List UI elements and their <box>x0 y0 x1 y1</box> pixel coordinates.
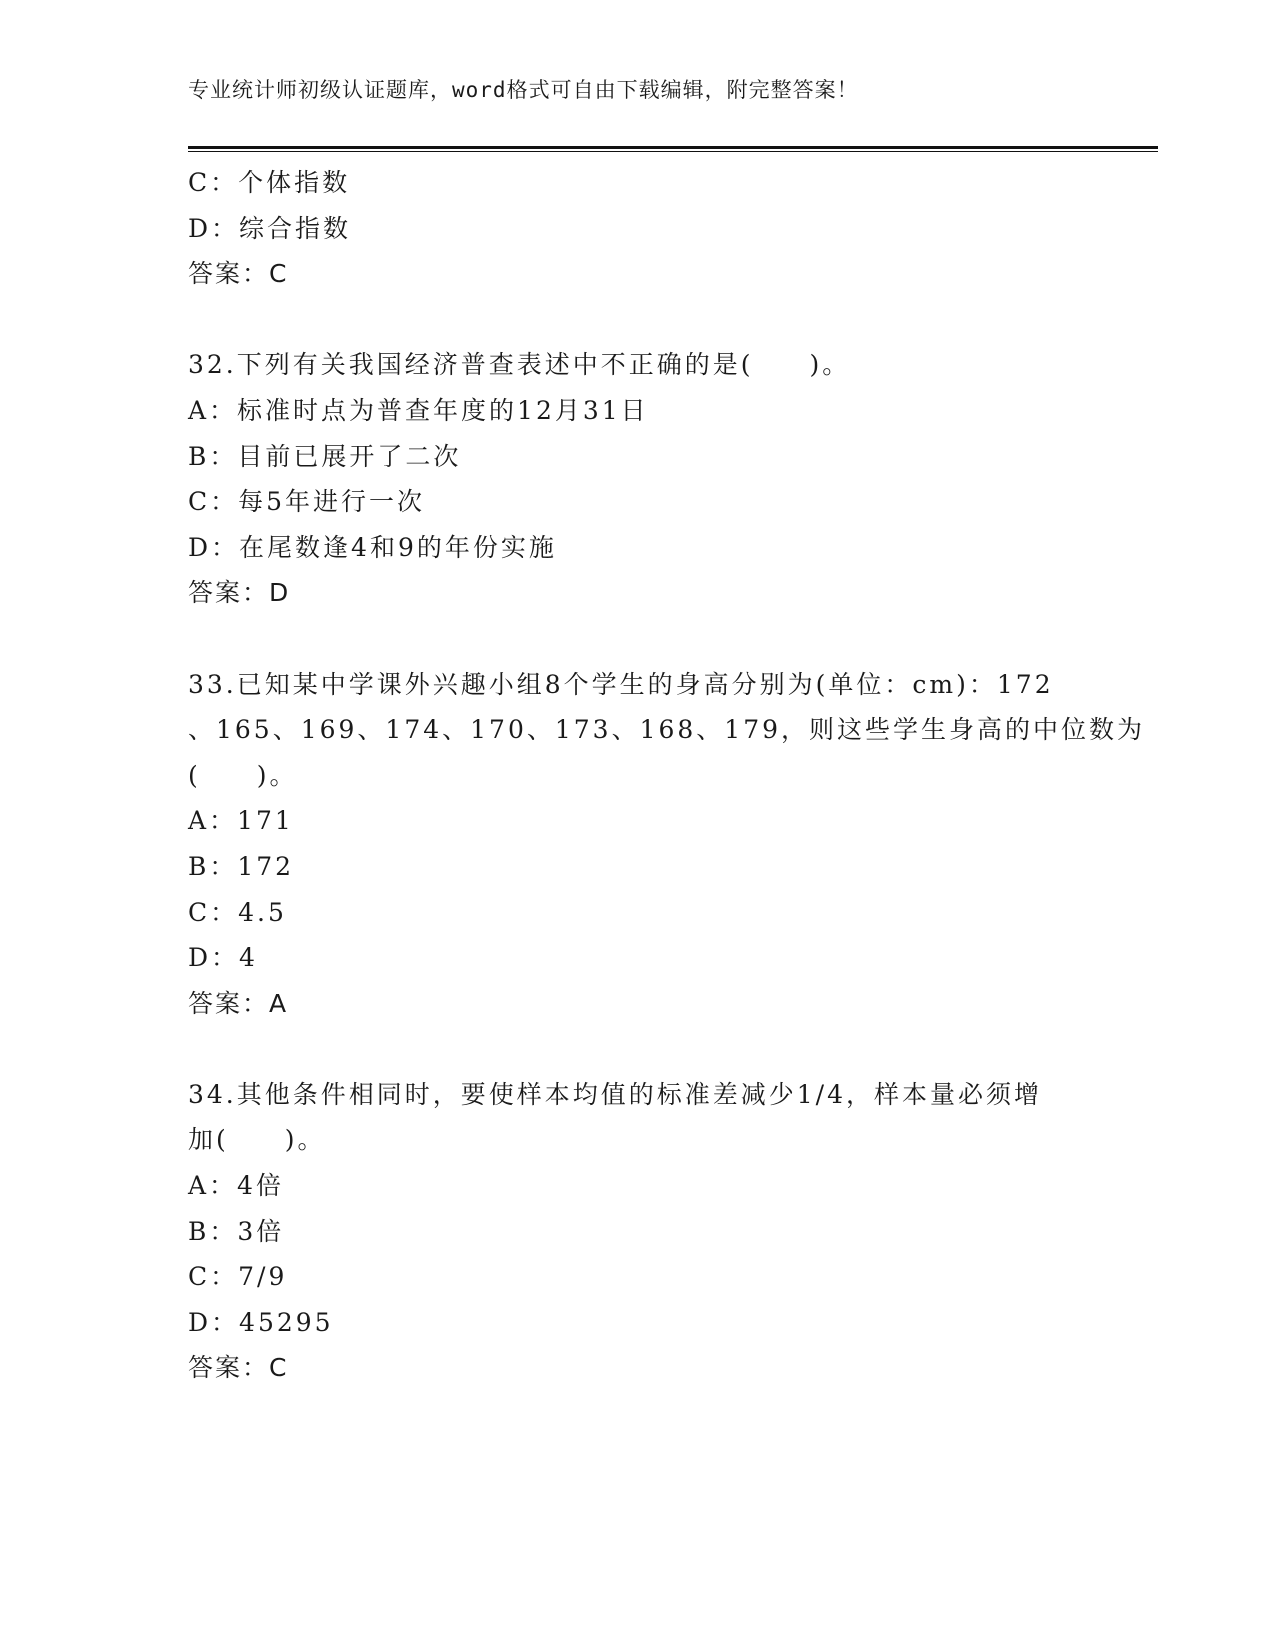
answer-line: 答案：A <box>188 988 289 1018</box>
question-text-line-1: 33.已知某中学课外兴趣小组8个学生的身高分别为(单位：cm)：172 <box>188 669 1054 699</box>
spacer <box>188 297 1088 343</box>
option-c: C：每5年进行一次 <box>188 487 426 517</box>
option-b: B：172 <box>188 851 295 881</box>
question-block-32 <box>188 342 1088 616</box>
option-a: A：4倍 <box>188 1171 284 1201</box>
option-b: B：3倍 <box>188 1216 285 1246</box>
option-d: D：在尾数逢4和9的年份实施 <box>188 532 557 562</box>
option-c: C：4.5 <box>188 897 287 927</box>
question-text: 32.下列有关我国经济普查表述中不正确的是( )。 <box>188 350 851 380</box>
answer-line: 答案：C <box>188 259 289 289</box>
question-block-31 <box>188 160 1088 297</box>
option-c: C：个体指数 <box>188 168 351 197</box>
question-text-line-2: 、165、169、174、170、173、168、179，则这些学生身高的中位数为 <box>188 715 1146 745</box>
spacer <box>188 1026 1088 1072</box>
option-a: A：171 <box>188 806 294 836</box>
question-text-line-3: ( )。 <box>188 760 298 790</box>
option-d: D：45295 <box>188 1307 334 1337</box>
option-d: D：4 <box>188 943 258 973</box>
option-b: B：目前已展开了二次 <box>188 441 462 471</box>
question-block-33 <box>188 662 1146 1027</box>
answer-line: 答案：C <box>188 1353 289 1383</box>
question-text-line-2: 加( )。 <box>188 1125 326 1155</box>
option-a: A：标准时点为普查年度的12月31日 <box>188 395 649 425</box>
page-header: 专业统计师初级认证题库，word格式可自由下载编辑，附完整答案！ <box>188 78 859 102</box>
option-c: C：7/9 <box>188 1262 288 1292</box>
header-divider-thin <box>188 151 1158 152</box>
spacer <box>188 616 1088 662</box>
answer-line: 答案：D <box>188 578 291 608</box>
question-text-line-1: 34.其他条件相同时，要使样本均值的标准差减少1/4，样本量必须增 <box>188 1079 1042 1109</box>
header-divider-thick <box>188 146 1158 149</box>
question-block-34 <box>188 1072 1088 1391</box>
option-d: D：综合指数 <box>188 213 352 243</box>
question-list <box>188 160 1146 1391</box>
